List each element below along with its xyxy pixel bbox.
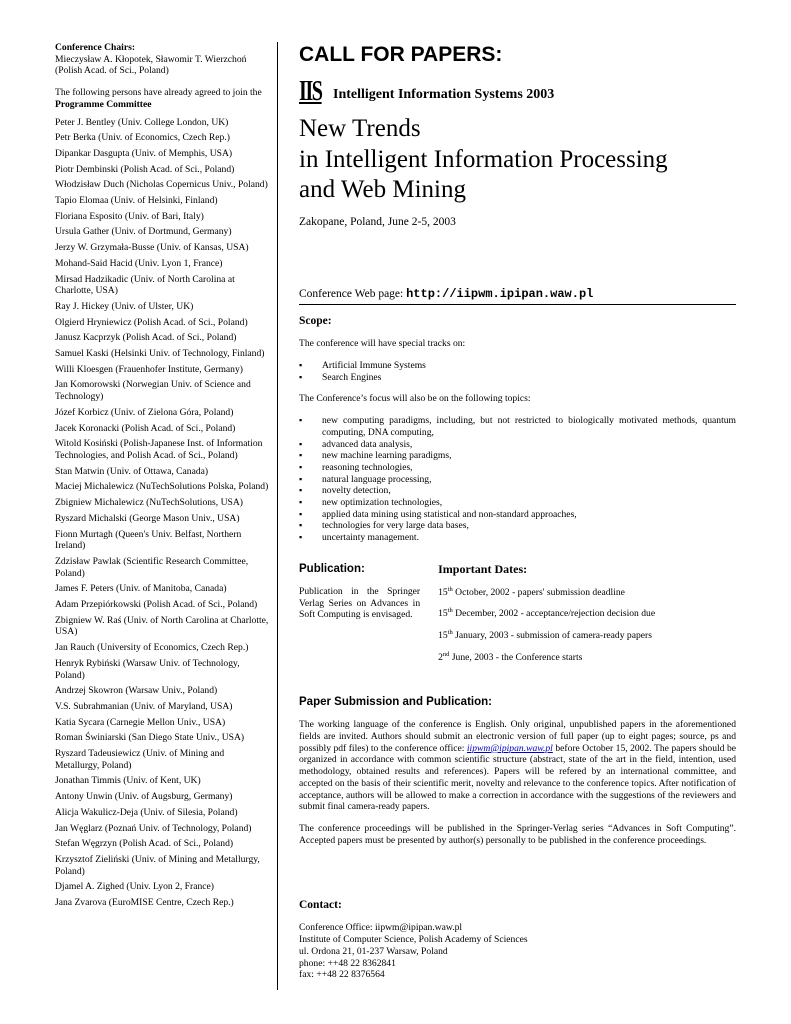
place-date: Zakopane, Poland, June 2-5, 2003 [299, 215, 456, 228]
pc-member: Petr Berka (Univ. of Economics, Czech Rep.) [55, 132, 230, 144]
pc-member: Jerzy W. Grzymała-Busse (Univ. of Kansas, USA) [55, 242, 249, 254]
publication-heading: Publication: [299, 562, 365, 575]
pc-member: Adam Przepiórkowski (Polish Acad. of Sci., Poland) [55, 599, 258, 611]
tracks-list [299, 360, 736, 383]
submission-paragraph-2: The conference proceedings will be published in the Springer-Verlag series “Advances in Soft Computing”. Accepted papers must be presented by author(s) personally to be published in the conference proceedings. [299, 822, 736, 846]
submission-text-before: The working language of the conference is English. Only original, unpublished papers in the aforementioned fields are invited. Authors should submit an electronic version of full paper (up to eight pages; source, ps and possibly pdf files) to the conference office: [299, 719, 736, 754]
date-item [438, 608, 736, 620]
topics-list [299, 415, 736, 544]
scope-intro: The conference will have special tracks on: [299, 338, 466, 350]
pc-member: Mirsad Hadzikadic (Univ. of North Carolina at Charlotte, USA) [55, 273, 235, 297]
topic-item: ▪ novelty detection, [299, 485, 736, 497]
date-suffix: nd [442, 650, 450, 658]
scope-heading: Scope: [299, 315, 332, 328]
topic-item: ▪ reasoning technologies, [299, 462, 736, 474]
left-column [55, 42, 270, 913]
pc-member: Tapio Elomaa (Univ. of Helsinki, Finland) [55, 195, 218, 207]
pc-intro [55, 87, 270, 110]
pc-member: Janusz Kacprzyk (Polish Acad. of Sci., Poland) [55, 332, 237, 344]
pc-member: Willi Kloesgen (Frauenhofer Institute, Germany) [55, 363, 243, 375]
date-item [438, 630, 736, 642]
column-divider [277, 42, 278, 990]
pc-member: Włodzisław Duch (Nicholas Copernicus Univ., Poland) [55, 179, 268, 191]
topic-item: ▪ new machine learning paradigms, [299, 450, 736, 462]
title-line: New Trends [299, 115, 421, 143]
contact-line: phone: ++48 22 8362841 [299, 957, 396, 969]
date-item [438, 652, 736, 664]
web-page-line [299, 287, 736, 306]
chairs-title: Conference Chairs: [55, 42, 136, 53]
contact-line: Conference Office: iipwm@ipipan.waw.pl [299, 922, 463, 934]
track-item: ▪ Artificial Immune Systems [299, 360, 736, 372]
pc-member: Djamel A. Zighed (Univ. Lyon 2, France) [55, 881, 214, 893]
publication-block [299, 562, 420, 673]
publication-dates-row [299, 562, 736, 673]
pc-member: Katia Sycara (Carnegie Mellon Univ., USA) [55, 716, 226, 728]
date-day: 2 [438, 651, 443, 663]
date-description: December, 2002 - acceptance/rejection decision due [452, 608, 656, 620]
pc-member: Peter J. Bentley (Univ. College London, UK) [55, 116, 229, 128]
dates-block [438, 562, 736, 673]
contact-block [299, 922, 736, 981]
date-suffix: th [447, 628, 453, 636]
web-url-link[interactable]: http://iipwm.ipipan.waw.pl [406, 286, 594, 301]
pc-member: Samuel Kaski (Helsinki Univ. of Technology, Finland) [55, 348, 265, 360]
pc-member: Krzysztof Zieliński (Univ. of Mining and Metallurgy, Poland) [55, 853, 260, 877]
pc-member: Zdzisław Pawlak (Scientific Research Committee, Poland) [55, 555, 249, 579]
contact-line: fax: ++48 22 8376564 [299, 969, 385, 981]
date-suffix: th [447, 585, 453, 593]
contact-line: ul. Ordona 21, 01-237 Warsaw, Poland [299, 945, 448, 957]
pc-member: Ryszard Tadeusiewicz (Univ. of Mining and Metallurgy, Poland) [55, 748, 225, 771]
topic-item: ▪ new optimization technologies, [299, 497, 736, 509]
pc-intro-text: The following persons have already agreed to join the [55, 87, 262, 99]
chairs-names: Mieczysław A. Kłopotek, Sławomir T. Wierzchoń [55, 53, 247, 65]
topic-item: ▪ natural language processing, [299, 474, 736, 486]
submission-heading: Paper Submission and Publication: [299, 696, 492, 709]
date-day: 15 [438, 586, 448, 598]
pc-member: Witold Kosiński (Polish-Japanese Inst. of Information Technologies, and Polish Acad. of Sci., Poland) [55, 438, 263, 461]
pc-member: Andrzej Skowron (Warsaw Univ., Poland) [55, 685, 218, 697]
right-column [299, 42, 736, 981]
pc-member: Ryszard Michalski (George Mason Univ., USA) [55, 512, 240, 524]
submission-paragraph-1 [299, 719, 736, 813]
pc-member: Ray J. Hickey (Univ. of Ulster, UK) [55, 300, 194, 312]
pc-title: Programme Committee [55, 98, 152, 110]
iis-logo: IIS [299, 76, 322, 107]
title-line: and Web Mining [299, 176, 466, 204]
pc-member: Floriana Esposito (Univ. of Bari, Italy) [55, 210, 204, 222]
chairs-affiliation: (Polish Acad. of Sci., Poland) [55, 65, 169, 77]
series-title: Intelligent Information Systems 2003 [333, 87, 555, 103]
dates-heading: Important Dates: [438, 561, 528, 576]
publication-text: Publication in the Springer Verlag Series on Advances in Soft Computing is envisaged. [299, 585, 421, 621]
pc-member: Jana Zvarova (EuroMISE Centre, Czech Rep.) [55, 897, 234, 909]
date-description: October, 2002 - papers' submission deadline [452, 586, 625, 598]
pc-member: Jan Węglarz (Poznań Univ. of Technology, Poland) [55, 822, 252, 834]
pc-member: Jacek Koronacki (Polish Acad. of Sci., Poland) [55, 422, 236, 434]
topic-item: ▪ applied data mining using statistical and non-standard approaches, [299, 509, 736, 521]
topic-item: ▪ advanced data analysis, [299, 439, 736, 451]
pc-member: Jan Komorowski (Norwegian Univ. of Science and Technology) [55, 379, 251, 403]
date-description: January, 2003 - submission of camera-ready papers [452, 629, 652, 641]
pc-member: Roman Świniarski (San Diego State Univ., USA) [55, 732, 245, 744]
pc-member: Jonathan Timmis (Univ. of Kent, UK) [55, 775, 201, 787]
pc-member: Antony Unwin (Univ. of Augsburg, Germany) [55, 791, 233, 803]
conference-title [299, 114, 736, 206]
topic-item: ▪ uncertainty management. [299, 532, 736, 544]
date-description: June, 2003 - the Conference starts [449, 651, 583, 663]
pc-member: Stan Matwin (Univ. of Ottawa, Canada) [55, 465, 209, 477]
date-suffix: th [447, 607, 453, 615]
focus-intro: The Conference’s focus will also be on the following topics: [299, 393, 531, 405]
series-row [299, 76, 736, 107]
pc-member: Piotr Dembinski (Polish Acad. of Sci., Poland) [55, 163, 235, 175]
pc-member: Józef Korbicz (Univ. of Zielona Góra, Poland) [55, 406, 234, 418]
date-item [438, 587, 736, 599]
pc-member: Zbigniew Michalewicz (NuTechSolutions, USA) [55, 497, 243, 509]
contact-line: Institute of Computer Science, Polish Academy of Sciences [299, 934, 528, 946]
pc-member: Stefan Węgrzyn (Polish Acad. of Sci., Poland) [55, 838, 234, 850]
pc-member: V.S. Subrahmanian (Univ. of Maryland, USA) [55, 700, 233, 712]
pc-member: Olgierd Hryniewicz (Polish Acad. of Sci., Poland) [55, 316, 248, 328]
pc-member: Dipankar Dasgupta (Univ. of Memphis, USA) [55, 147, 233, 159]
pc-member-list [55, 117, 270, 909]
pc-member: Alicja Wakulicz-Deja (Univ. of Silesia, Poland) [55, 806, 238, 818]
topic-item: ▪ technologies for very large data bases, [299, 520, 736, 532]
track-item: ▪ Search Engines [299, 372, 736, 384]
date-day: 15 [438, 629, 448, 641]
pc-member: Ursula Gather (Univ. of Dortmund, Germany) [55, 226, 232, 238]
pc-member: Henryk Rybiński (Warsaw Univ. of Technology, Poland) [55, 657, 240, 681]
pc-member: Fionn Murtagh (Queen's Univ. Belfast, Northern Ireland) [55, 528, 242, 552]
topic-item: ▪ new computing paradigms, including, but not restricted to biologically motivated methods, quantum computing, DNA computing, [299, 415, 736, 438]
pc-member: Mohand-Said Hacid (Univ. Lyon 1, France) [55, 257, 223, 269]
contact-heading: Contact: [299, 899, 342, 912]
title-line: in Intelligent Information Processing [299, 145, 668, 173]
web-label: Conference Web page: [299, 287, 407, 300]
submission-email-link[interactable]: iipwm@ipipan.waw.pl [466, 742, 553, 754]
dates-list [438, 587, 736, 664]
pc-member: James F. Peters (Univ. of Manitoba, Canada) [55, 583, 227, 595]
pc-member: Maciej Michalewicz (NuTechSolutions Polska, Poland) [55, 481, 269, 493]
call-for-papers-heading: CALL FOR PAPERS: [299, 43, 503, 66]
submission-text-after: before October 15, 2002. The papers should be organized in accordance with common scientific structure (abstract, state of the art in the field, intention, used methodology, obtained results and references). Papers will be refered by an international committee, and accepted on the basis of their scientific merit, novelty and relevance to the conference topics. After notification of acceptance, authors will be allowed to make a correction in accordance with the suggestions of the reviewers and submit final camera-ready papers. [299, 742, 736, 813]
pc-member: Zbigniew W. Raś (Univ. of North Carolina at Charlotte, USA) [55, 614, 269, 638]
date-day: 15 [438, 608, 448, 620]
pc-member: Jan Rauch (University of Economics, Czech Rep.) [55, 642, 249, 654]
